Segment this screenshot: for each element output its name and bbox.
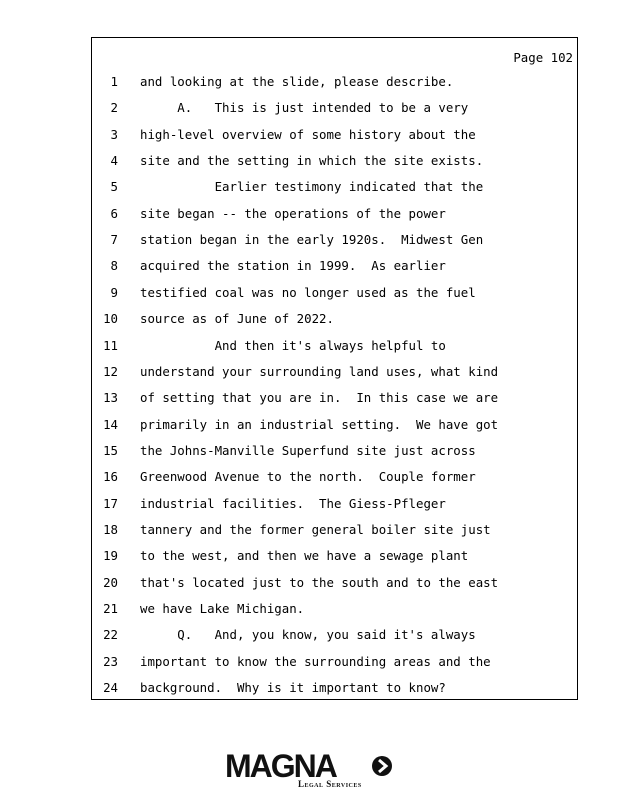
- transcript-line: [92, 680, 572, 700]
- transcript-line: [92, 390, 572, 410]
- transcript-line: [92, 311, 572, 331]
- line-number: 24: [103, 680, 118, 696]
- line-text: primarily in an industrial setting. We have got: [140, 416, 499, 432]
- transcript-line: [92, 127, 572, 147]
- line-number: 9: [110, 284, 118, 300]
- page-number: Page 102: [513, 50, 573, 65]
- transcript-line: [92, 179, 572, 199]
- transcript-line: [92, 654, 572, 674]
- line-number: 11: [103, 337, 118, 353]
- transcript-line: [92, 469, 572, 489]
- line-text: A. This is just intended to be a very: [140, 100, 469, 116]
- transcript-line: [92, 338, 572, 358]
- line-text: Earlier testimony indicated that the: [140, 179, 484, 195]
- transcript-line: [92, 575, 572, 595]
- line-text: and looking at the slide, please describe.: [140, 74, 454, 89]
- transcript-line: [92, 417, 572, 437]
- line-number: 22: [103, 627, 118, 643]
- line-number: 2: [110, 100, 118, 116]
- line-number: 18: [103, 521, 118, 537]
- transcript-line: [92, 153, 572, 173]
- line-text: high-level overview of some history about the: [140, 126, 476, 142]
- line-text: background. Why is it important to know?: [140, 680, 446, 696]
- line-text: understand your surrounding land uses, what kind: [140, 363, 499, 379]
- transcript-page: [91, 37, 578, 700]
- transcript-line: [92, 601, 572, 621]
- line-text: site and the setting in which the site exists.: [140, 153, 484, 169]
- transcript-line: [92, 206, 572, 226]
- arrow-circle-icon: [371, 755, 393, 777]
- line-number: 5: [110, 179, 118, 195]
- line-text: to the west, and then we have a sewage plant: [140, 548, 469, 564]
- transcript-line: [92, 258, 572, 278]
- line-number: 15: [103, 442, 118, 458]
- line-text: industrial facilities. The Giess-Pfleger: [140, 495, 446, 511]
- line-text: of setting that you are in. In this case we are: [140, 390, 499, 406]
- line-text: source as of June of 2022.: [140, 311, 334, 327]
- transcript-line: [92, 522, 572, 542]
- line-text: testified coal was no longer used as the fuel: [140, 284, 476, 300]
- logo-wordmark: MAGNA: [225, 748, 336, 784]
- transcript-line: [92, 232, 572, 252]
- line-number: 21: [103, 601, 118, 616]
- transcript-line: [92, 443, 572, 463]
- line-number: 6: [110, 205, 118, 221]
- transcript-line: [92, 364, 572, 384]
- line-number: 10: [103, 311, 118, 327]
- line-text: the Johns-Manville Superfund site just across: [140, 442, 476, 458]
- line-number: 7: [110, 232, 118, 248]
- line-number: 17: [103, 495, 118, 511]
- transcript-line: [92, 74, 572, 94]
- line-number: 8: [110, 258, 118, 274]
- line-text: And then it's always helpful to: [140, 337, 446, 353]
- magna-logo: [225, 748, 395, 794]
- transcript-line: [92, 496, 572, 516]
- line-text: acquired the station in 1999. As earlier: [140, 258, 446, 274]
- line-text: station began in the early 1920s. Midwest Gen: [140, 232, 484, 248]
- line-number: 1: [110, 74, 118, 89]
- line-number: 20: [103, 574, 118, 590]
- transcript-line: [92, 100, 572, 120]
- line-text: important to know the surrounding areas and the: [140, 653, 491, 669]
- line-number: 12: [103, 363, 118, 379]
- line-text: Greenwood Avenue to the north. Couple former: [140, 469, 476, 485]
- line-number: 13: [103, 390, 118, 406]
- line-text: that's located just to the south and to the east: [140, 574, 499, 590]
- line-number: 23: [103, 653, 118, 669]
- line-number: 14: [103, 416, 118, 432]
- line-number: 3: [110, 126, 118, 142]
- line-number: 4: [110, 153, 118, 169]
- transcript-line: [92, 285, 572, 305]
- transcript-line: [92, 627, 572, 647]
- line-number: 16: [103, 469, 118, 485]
- transcript-line: [92, 548, 572, 568]
- logo-subtitle: Legal Services: [298, 779, 362, 789]
- line-text: we have Lake Michigan.: [140, 601, 305, 616]
- line-text: tannery and the former general boiler site just: [140, 521, 491, 537]
- line-text: site began -- the operations of the power: [140, 205, 446, 221]
- line-number: 19: [103, 548, 118, 564]
- line-text: Q. And, you know, you said it's always: [140, 627, 476, 643]
